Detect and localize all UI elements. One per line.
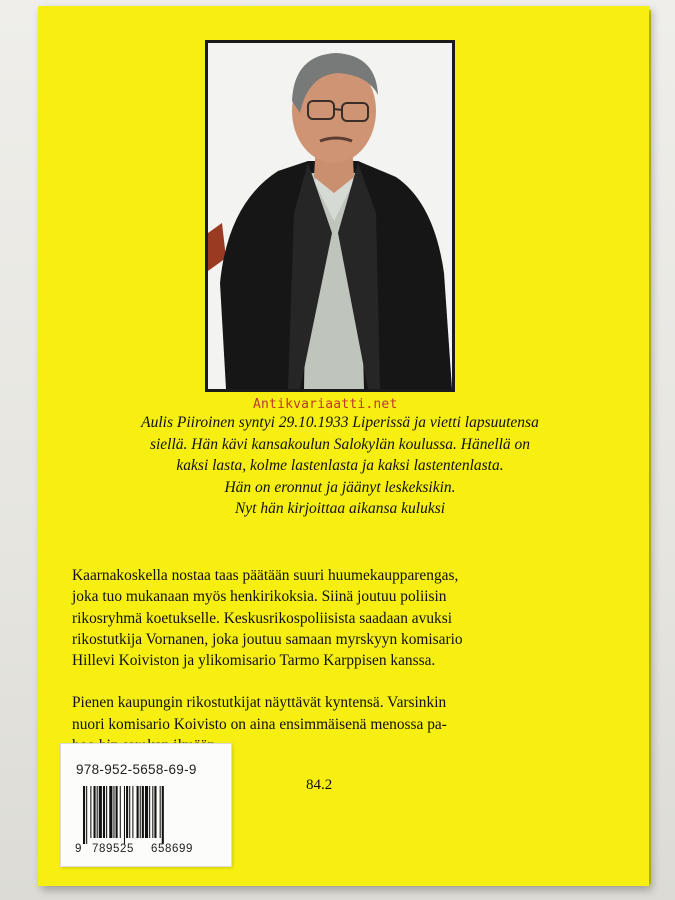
blurb-line: rikostutkija Vornanen, joka joutuu samaan myrskyyn komisario xyxy=(72,630,463,648)
bio-line: Hän on eronnut ja jäänyt leskeksikin. xyxy=(224,478,456,496)
bio-line: Aulis Piiroinen syntyi 29.10.1933 Liperissä ja vietti lapsuutensa xyxy=(141,414,539,431)
barcode-icon xyxy=(83,786,209,844)
price-code: 84.2 xyxy=(306,777,333,793)
author-photo-frame xyxy=(205,40,455,392)
blurb-line: Pienen kaupungin rikostutkijat näyttävät kyntensä. Varsinkin xyxy=(72,694,447,712)
bio-line: Nyt hän kirjoittaa aikansa kuluksi xyxy=(234,500,446,517)
blurb-line: Hillevi Koiviston ja ylikomisario Tarmo Karppisen kanssa. xyxy=(72,652,436,670)
bio-line: kaksi lasta, kolme lastenlasta ja kaksi lastentenlasta. xyxy=(176,457,504,474)
blurb-line: rikosryhmä koetukselle. Keskusrikospoliisista saadaan avuksi xyxy=(72,609,452,627)
author-photo xyxy=(208,43,452,389)
blurb-paragraph-1 xyxy=(72,565,617,671)
author-portrait-illustration xyxy=(208,43,452,389)
barcode-digits-group-2: 658699 xyxy=(151,843,193,855)
isbn-sticker xyxy=(60,743,232,867)
barcode-digits-group-1: 789525 xyxy=(92,843,134,855)
blurb-line: joka tuo mukanaan myös henkirikoksia. Siinä joutuu poliisin xyxy=(72,588,447,606)
blurb-line: Kaarnakoskella nostaa taas päätään suuri huumekaupparengas, xyxy=(72,567,459,584)
isbn-text: 978-952-5658-69-9 xyxy=(76,762,197,777)
bio-line: siellä. Hän kävi kansakoulun Salokylän koulussa. Hänellä on xyxy=(149,435,531,453)
watermark-text: Antikvariaatti.net xyxy=(253,397,398,412)
blurb-line: nuori komisario Koivisto on aina ensimmäisenä menossa pa- xyxy=(72,715,447,733)
barcode-digit-first: 9 xyxy=(75,843,82,855)
author-bio xyxy=(70,412,610,520)
